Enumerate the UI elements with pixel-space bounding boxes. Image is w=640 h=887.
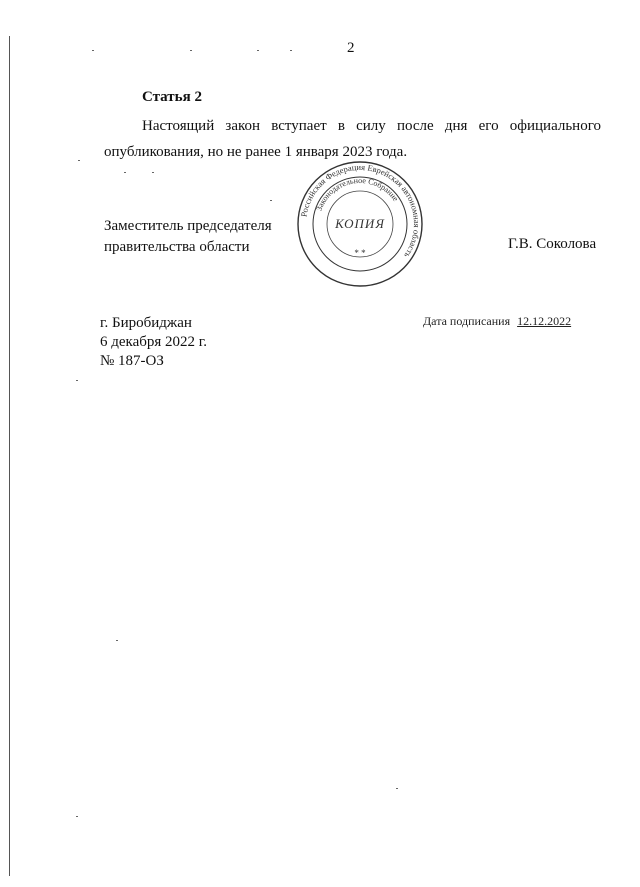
law-number: № 187-ОЗ xyxy=(100,353,164,369)
city: г. Биробиджан xyxy=(100,315,192,331)
scan-speck xyxy=(76,816,78,817)
signer-position-line-2: правительства области xyxy=(104,239,250,255)
signing-date-value: 12.12.2022 xyxy=(517,314,572,328)
stamp-ring-text: Российская Федерация Еврейская автономная область xyxy=(298,161,423,260)
signing-date-label: Дата подписания xyxy=(423,314,511,328)
signer-position xyxy=(104,216,272,258)
scan-speck xyxy=(76,380,78,381)
scan-speck xyxy=(270,200,272,201)
scan-speck xyxy=(396,788,398,789)
scan-speck xyxy=(257,50,259,51)
article-heading: Статья 2 xyxy=(142,89,202,105)
article-text xyxy=(104,113,601,165)
article-text-line-1: Настоящий закон вступает в силу после дня его официального xyxy=(142,118,601,134)
stamp-center-word: КОПИЯ xyxy=(335,216,385,231)
signing-date-line xyxy=(423,314,571,329)
scan-speck xyxy=(190,50,192,51)
scan-speck xyxy=(78,160,80,161)
scan-speck xyxy=(116,640,118,641)
enactment-details xyxy=(100,314,207,371)
signer-name: Г.В. Соколова xyxy=(508,236,597,252)
signer-position-line-1: Заместитель председателя xyxy=(104,218,272,234)
scan-speck xyxy=(152,172,154,173)
article-text-line-2: опубликования, но не ранее 1 января 2023 года. xyxy=(104,144,408,160)
scan-speck xyxy=(92,50,94,51)
left-margin-line xyxy=(9,36,10,876)
scan-speck xyxy=(124,172,126,173)
stamp-stars: * * xyxy=(354,248,366,258)
page-number: 2 xyxy=(347,40,355,56)
law-date: 6 декабря 2022 г. xyxy=(100,334,207,350)
scan-speck xyxy=(290,50,292,51)
copy-stamp-icon xyxy=(296,160,424,288)
stamp-inner-text: Законодательное Собрание xyxy=(314,175,401,213)
